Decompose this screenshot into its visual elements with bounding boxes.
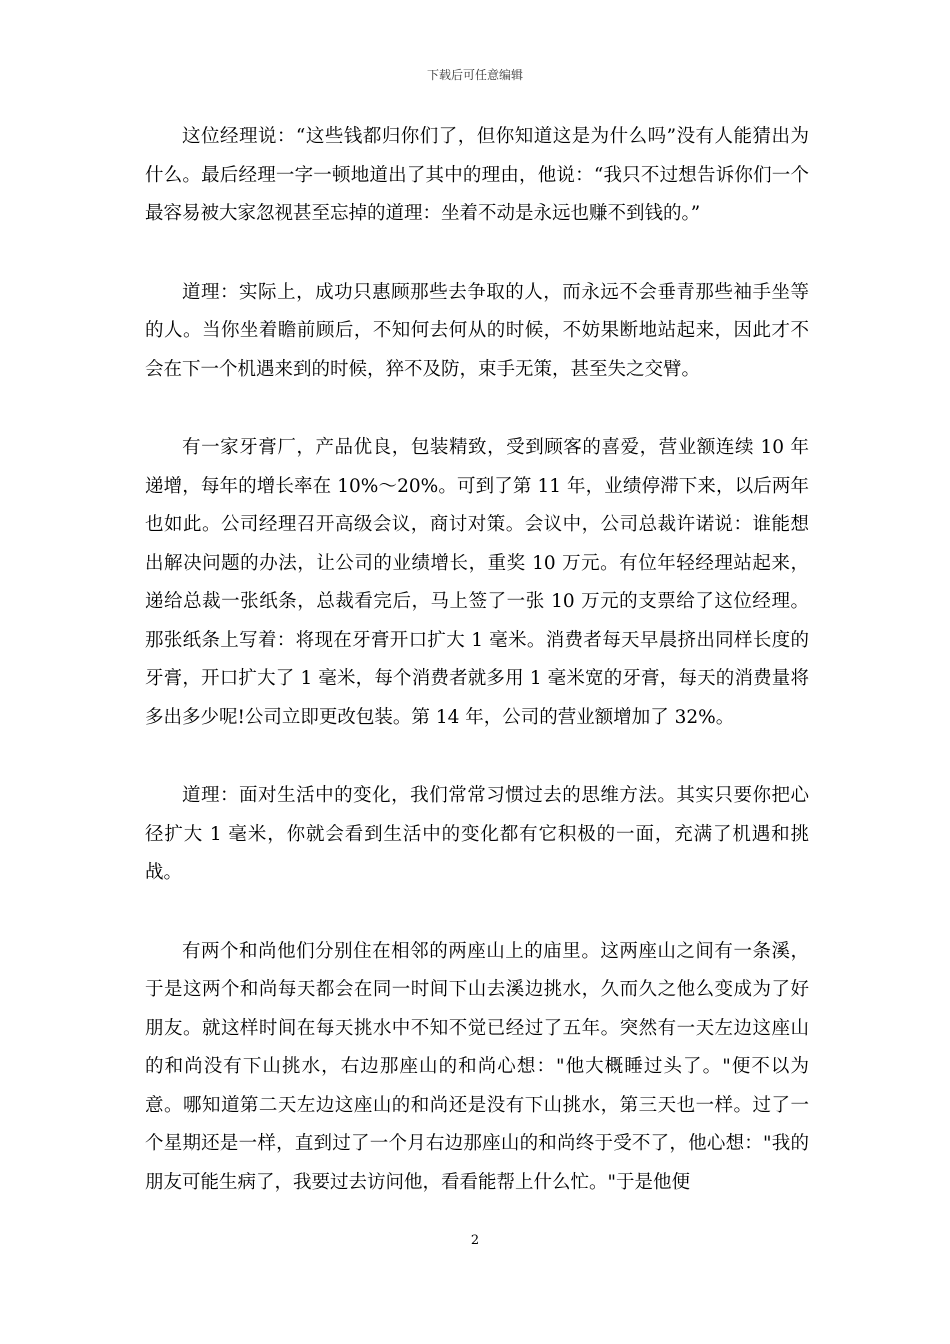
paragraph-2: 道理：实际上，成功只惠顾那些去争取的人，而永远不会垂青那些袖手坐等的人。当你坐着瞻前顾后，不知何去何从的时候，不妨果断地站起来，因此才不会在下一个机遇来到的时候，猝不及防，束手无策，甚至失之交臂。 (145, 281, 809, 380)
page-header: 下载后可任意编辑 (426, 68, 523, 82)
paragraph-4: 道理：面对生活中的变化，我们常常习惯过去的思维方法。其实只要你把心径扩大 1 毫米，你就会看到生活中的变化都有它积极的一面，充满了机遇和挑战。 (145, 785, 809, 883)
page-number: 2 (470, 1233, 480, 1248)
paragraph-3: 有一家牙膏厂，产品优良，包装精致，受到顾客的喜爱，营业额连续 10 年递增，每年的增长率在 10%～20%。可到了第 11 年，业绩停滞下来，以后两年也如此。公司经理召开高级会议，商讨对策。会议中，公司总裁许诺说：谁能想出解决问题的办法，让公司的业绩增长，重奖 10 万元。有位年轻经理站起来，递给总裁一张纸条，总裁看完后，马上签了一张 10 万元的支票给了这位经理。那张纸条上写着：将现在牙膏开口扩大 1 毫米。消费者每天早晨挤出同样长度的牙膏，开口扩大了 1 毫米，每个消费者就多用 1 毫米宽的牙膏，每天的消费量将多出多少呢!公司立即更改包装。第 14 年，公司的营业额增加了 32%。 (145, 437, 809, 728)
paragraph-1: 这位经理说：“这些钱都归你们了，但你知道这是为什么吗”没有人能猜出为什么。最后经理一字一顿地道出了其中的理由，他说：“我只不过想告诉你们一个最容易被大家忽视甚至忘掉的道理：坐着不动是永远也赚不到钱的。” (145, 126, 809, 224)
paragraph-5: 有两个和尚他们分别住在相邻的两座山上的庙里。这两座山之间有一条溪，于是这两个和尚每天都会在同一时间下山去溪边挑水，久而久之他么变成为了好朋友。就这样时间在每天挑水中不知不觉已经过了五年。突然有一天左边这座山的和尚没有下山挑水，右边那座山的和尚心想："他大概睡过头了。"便不以为意。哪知道第二天左边这座山的和尚还是没有下山挑水，第三天也一样。过了一个星期还是一样，直到过了一个月右边那座山的和尚终于受不了，他心想："我的朋友可能生病了，我要过去访问他，看看能帮上什么忙。"于是他便 (145, 940, 809, 1193)
body-text (145, 118, 809, 1202)
